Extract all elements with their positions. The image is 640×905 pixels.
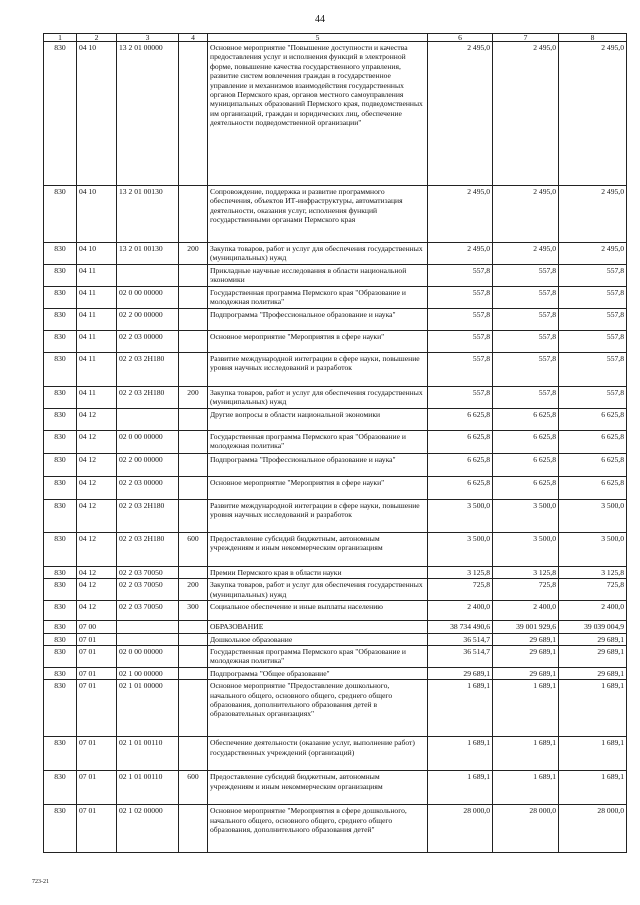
cell-amount-2: 3 500,0 (493, 533, 559, 567)
cell-amount-3: 2 495,0 (559, 186, 627, 243)
cell-expense-type (179, 42, 208, 186)
table-row (44, 667, 627, 679)
cell-description: Закупка товаров, работ и услуг для обеспечения государственных (муниципальных) нужд (208, 243, 428, 265)
cell-section: 04 12 (77, 454, 117, 477)
cell-target-item: 13 2 01 00130 (117, 186, 179, 243)
cell-amount-3: 557,8 (559, 387, 627, 409)
budget-table (43, 33, 627, 853)
cell-amount-3: 557,8 (559, 331, 627, 353)
cell-amount-3: 6 625,8 (559, 409, 627, 431)
cell-amount-2: 39 001 929,6 (493, 621, 559, 633)
cell-expense-type: 200 (179, 579, 208, 601)
table-row (44, 533, 627, 567)
cell-amount-2: 2 495,0 (493, 243, 559, 265)
cell-chapter: 830 (44, 500, 77, 533)
cell-amount-2: 725,8 (493, 579, 559, 601)
cell-amount-2: 557,8 (493, 287, 559, 309)
cell-chapter: 830 (44, 431, 77, 454)
table-row (44, 477, 627, 500)
cell-target-item (117, 633, 179, 645)
cell-description: Развитие международной интеграции в сфере науки, повышение уровня научных исследований и разработок (208, 353, 428, 387)
cell-target-item: 02 2 03 2Н180 (117, 500, 179, 533)
cell-expense-type: 200 (179, 387, 208, 409)
cell-amount-1: 557,8 (428, 309, 493, 331)
cell-amount-2: 6 625,8 (493, 454, 559, 477)
cell-chapter: 830 (44, 186, 77, 243)
table-row (44, 567, 627, 579)
cell-amount-2: 557,8 (493, 387, 559, 409)
cell-target-item: 02 2 03 70050 (117, 579, 179, 601)
table-row (44, 186, 627, 243)
cell-amount-2: 557,8 (493, 265, 559, 287)
cell-section: 04 11 (77, 309, 117, 331)
table-row (44, 500, 627, 533)
cell-expense-type (179, 567, 208, 579)
cell-expense-type (179, 805, 208, 853)
table-row (44, 680, 627, 737)
cell-amount-1: 3 500,0 (428, 500, 493, 533)
cell-target-item: 02 2 03 2Н180 (117, 533, 179, 567)
cell-expense-type: 300 (179, 601, 208, 621)
cell-amount-3: 1 689,1 (559, 680, 627, 737)
table-row (44, 805, 627, 853)
cell-description: Закупка товаров, работ и услуг для обеспечения государственных (муниципальных) нужд (208, 579, 428, 601)
cell-expense-type (179, 454, 208, 477)
cell-target-item: 02 1 01 00110 (117, 771, 179, 805)
cell-amount-2: 1 689,1 (493, 771, 559, 805)
cell-expense-type: 600 (179, 771, 208, 805)
cell-description: Основное мероприятие "Мероприятия в сфере науки" (208, 331, 428, 353)
cell-amount-1: 6 625,8 (428, 431, 493, 454)
cell-expense-type (179, 737, 208, 771)
cell-target-item: 02 2 00 00000 (117, 309, 179, 331)
cell-amount-2: 6 625,8 (493, 477, 559, 500)
cell-amount-3: 2 400,0 (559, 601, 627, 621)
cell-chapter: 830 (44, 667, 77, 679)
cell-chapter: 830 (44, 287, 77, 309)
cell-section: 04 12 (77, 431, 117, 454)
cell-amount-1: 2 495,0 (428, 42, 493, 186)
cell-amount-3: 6 625,8 (559, 477, 627, 500)
cell-expense-type (179, 680, 208, 737)
cell-amount-1: 29 689,1 (428, 667, 493, 679)
cell-description: Подпрограмма "Профессиональное образование и наука" (208, 454, 428, 477)
cell-amount-1: 6 625,8 (428, 454, 493, 477)
cell-amount-2: 29 689,1 (493, 646, 559, 668)
cell-target-item: 02 2 03 2Н180 (117, 353, 179, 387)
cell-expense-type: 600 (179, 533, 208, 567)
table-row (44, 771, 627, 805)
cell-section: 04 11 (77, 287, 117, 309)
cell-target-item: 02 1 02 00000 (117, 805, 179, 853)
table-row (44, 601, 627, 621)
cell-amount-1: 1 689,1 (428, 737, 493, 771)
table-row (44, 409, 627, 431)
cell-amount-2: 6 625,8 (493, 409, 559, 431)
cell-amount-1: 557,8 (428, 353, 493, 387)
cell-amount-1: 557,8 (428, 331, 493, 353)
cell-amount-1: 38 734 490,6 (428, 621, 493, 633)
cell-chapter: 830 (44, 646, 77, 668)
cell-amount-3: 6 625,8 (559, 454, 627, 477)
table-row (44, 353, 627, 387)
cell-expense-type (179, 186, 208, 243)
cell-amount-1: 2 495,0 (428, 243, 493, 265)
cell-description: Предоставление субсидий бюджетным, автономным учреждениям и иным некоммерческим организациям (208, 533, 428, 567)
cell-target-item: 02 2 03 00000 (117, 477, 179, 500)
table-row (44, 579, 627, 601)
cell-section: 04 12 (77, 601, 117, 621)
cell-section: 04 12 (77, 500, 117, 533)
cell-section: 04 10 (77, 243, 117, 265)
cell-expense-type (179, 409, 208, 431)
cell-target-item: 13 2 01 00130 (117, 243, 179, 265)
cell-expense-type (179, 646, 208, 668)
cell-amount-3: 1 689,1 (559, 771, 627, 805)
cell-section: 04 12 (77, 579, 117, 601)
cell-chapter: 830 (44, 621, 77, 633)
header-cell: 2 (77, 34, 117, 42)
cell-chapter: 830 (44, 309, 77, 331)
cell-chapter: 830 (44, 567, 77, 579)
cell-description: Социальное обеспечение и иные выплаты населению (208, 601, 428, 621)
cell-target-item: 02 2 00 00000 (117, 454, 179, 477)
header-cell: 8 (559, 34, 627, 42)
table-row (44, 737, 627, 771)
cell-amount-3: 2 495,0 (559, 243, 627, 265)
cell-amount-3: 28 000,0 (559, 805, 627, 853)
cell-expense-type (179, 331, 208, 353)
table-row (44, 454, 627, 477)
cell-section: 07 01 (77, 680, 117, 737)
cell-description: Подпрограмма "Общее образование" (208, 667, 428, 679)
cell-amount-2: 3 500,0 (493, 500, 559, 533)
table-row (44, 331, 627, 353)
table-row (44, 431, 627, 454)
cell-amount-2: 29 689,1 (493, 633, 559, 645)
cell-section: 07 01 (77, 667, 117, 679)
cell-target-item: 02 0 00 00000 (117, 431, 179, 454)
cell-chapter: 830 (44, 601, 77, 621)
cell-chapter: 830 (44, 533, 77, 567)
cell-amount-3: 557,8 (559, 265, 627, 287)
cell-description: Предоставление субсидий бюджетным, автономным учреждениям и иным некоммерческим организациям (208, 771, 428, 805)
header-cell: 3 (117, 34, 179, 42)
cell-chapter: 830 (44, 42, 77, 186)
cell-chapter: 830 (44, 771, 77, 805)
cell-description: Основное мероприятие "Мероприятия в сфере науки" (208, 477, 428, 500)
cell-expense-type (179, 621, 208, 633)
cell-amount-1: 6 625,8 (428, 409, 493, 431)
cell-target-item: 02 1 00 00000 (117, 667, 179, 679)
cell-expense-type (179, 633, 208, 645)
header-row (44, 34, 627, 42)
cell-description: Премии Пермского края в области науки (208, 567, 428, 579)
cell-section: 04 12 (77, 567, 117, 579)
header-cell: 5 (208, 34, 428, 42)
cell-amount-3: 557,8 (559, 287, 627, 309)
cell-description: ОБРАЗОВАНИЕ (208, 621, 428, 633)
cell-target-item (117, 409, 179, 431)
cell-amount-1: 2 400,0 (428, 601, 493, 621)
header-cell: 7 (493, 34, 559, 42)
cell-amount-2: 557,8 (493, 331, 559, 353)
cell-amount-1: 557,8 (428, 287, 493, 309)
cell-section: 04 11 (77, 331, 117, 353)
cell-amount-2: 2 495,0 (493, 186, 559, 243)
cell-chapter: 830 (44, 331, 77, 353)
cell-section: 07 01 (77, 646, 117, 668)
cell-target-item: 02 2 03 70050 (117, 601, 179, 621)
cell-section: 07 01 (77, 633, 117, 645)
cell-amount-1: 557,8 (428, 265, 493, 287)
cell-description: Государственная программа Пермского края "Образование и молодежная политика" (208, 646, 428, 668)
cell-amount-3: 29 689,1 (559, 646, 627, 668)
cell-amount-1: 28 000,0 (428, 805, 493, 853)
header-cell: 4 (179, 34, 208, 42)
cell-target-item: 02 0 00 00000 (117, 646, 179, 668)
cell-section: 04 12 (77, 477, 117, 500)
cell-amount-2: 1 689,1 (493, 737, 559, 771)
cell-target-item: 02 0 00 00000 (117, 287, 179, 309)
table-row (44, 309, 627, 331)
cell-amount-3: 6 625,8 (559, 431, 627, 454)
cell-target-item: 02 2 03 2Н180 (117, 387, 179, 409)
cell-description: Обеспечение деятельности (оказание услуг, выполнение работ) государственных учреждений (организаций) (208, 737, 428, 771)
cell-amount-2: 29 689,1 (493, 667, 559, 679)
cell-section: 04 12 (77, 409, 117, 431)
cell-amount-1: 3 500,0 (428, 533, 493, 567)
cell-amount-1: 3 125,8 (428, 567, 493, 579)
cell-expense-type: 200 (179, 243, 208, 265)
cell-expense-type (179, 500, 208, 533)
cell-amount-2: 1 689,1 (493, 680, 559, 737)
table-row (44, 243, 627, 265)
footer-code: 723-21 (32, 879, 49, 885)
cell-description: Другие вопросы в области национальной экономики (208, 409, 428, 431)
cell-section: 07 01 (77, 771, 117, 805)
cell-amount-2: 2 400,0 (493, 601, 559, 621)
cell-section: 04 10 (77, 186, 117, 243)
cell-expense-type (179, 431, 208, 454)
table-row (44, 42, 627, 186)
cell-target-item: 02 1 01 00000 (117, 680, 179, 737)
cell-chapter: 830 (44, 633, 77, 645)
cell-amount-2: 2 495,0 (493, 42, 559, 186)
cell-amount-3: 39 039 004,9 (559, 621, 627, 633)
cell-chapter: 830 (44, 353, 77, 387)
cell-chapter: 830 (44, 737, 77, 771)
cell-amount-3: 3 125,8 (559, 567, 627, 579)
cell-amount-2: 557,8 (493, 353, 559, 387)
cell-amount-3: 725,8 (559, 579, 627, 601)
cell-section: 07 00 (77, 621, 117, 633)
cell-chapter: 830 (44, 454, 77, 477)
table-row (44, 287, 627, 309)
cell-chapter: 830 (44, 265, 77, 287)
cell-section: 04 12 (77, 533, 117, 567)
table-row (44, 633, 627, 645)
cell-chapter: 830 (44, 409, 77, 431)
cell-amount-3: 29 689,1 (559, 667, 627, 679)
cell-amount-2: 557,8 (493, 309, 559, 331)
cell-chapter: 830 (44, 579, 77, 601)
cell-chapter: 830 (44, 387, 77, 409)
cell-target-item (117, 621, 179, 633)
cell-amount-3: 557,8 (559, 309, 627, 331)
header-cell: 1 (44, 34, 77, 42)
cell-amount-3: 29 689,1 (559, 633, 627, 645)
cell-amount-1: 6 625,8 (428, 477, 493, 500)
cell-description: Основное мероприятие "Мероприятия в сфере дошкольного, начального общего, основного общего, среднего общего образования, дополнительного образования детей" (208, 805, 428, 853)
cell-amount-1: 1 689,1 (428, 771, 493, 805)
cell-expense-type (179, 353, 208, 387)
cell-amount-3: 3 500,0 (559, 533, 627, 567)
cell-amount-2: 6 625,8 (493, 431, 559, 454)
cell-description: Сопровождение, поддержка и развитие программного обеспечения, объектов ИТ-инфраструктуры, автоматизация деятельности, оказания услуг, исполнения функций государственными органами Пермского края (208, 186, 428, 243)
cell-description: Дошкольное образование (208, 633, 428, 645)
cell-chapter: 830 (44, 805, 77, 853)
header-cell: 6 (428, 34, 493, 42)
table-row (44, 646, 627, 668)
cell-expense-type (179, 477, 208, 500)
page-number: 44 (315, 14, 325, 25)
cell-amount-1: 2 495,0 (428, 186, 493, 243)
cell-amount-3: 3 500,0 (559, 500, 627, 533)
cell-section: 04 11 (77, 387, 117, 409)
cell-expense-type (179, 287, 208, 309)
table-row (44, 387, 627, 409)
cell-section: 04 10 (77, 42, 117, 186)
cell-amount-3: 2 495,0 (559, 42, 627, 186)
cell-amount-2: 3 125,8 (493, 567, 559, 579)
table-row (44, 265, 627, 287)
cell-description: Государственная программа Пермского края "Образование и молодежная политика" (208, 287, 428, 309)
cell-amount-1: 725,8 (428, 579, 493, 601)
cell-target-item (117, 265, 179, 287)
cell-section: 04 11 (77, 353, 117, 387)
cell-amount-1: 36 514,7 (428, 633, 493, 645)
cell-chapter: 830 (44, 243, 77, 265)
cell-target-item: 02 2 03 00000 (117, 331, 179, 353)
cell-description: Развитие международной интеграции в сфере науки, повышение уровня научных исследований и разработок (208, 500, 428, 533)
cell-section: 07 01 (77, 805, 117, 853)
cell-amount-3: 557,8 (559, 353, 627, 387)
cell-description: Подпрограмма "Профессиональное образование и наука" (208, 309, 428, 331)
cell-target-item: 02 2 03 70050 (117, 567, 179, 579)
cell-target-item: 13 2 01 00000 (117, 42, 179, 186)
cell-chapter: 830 (44, 680, 77, 737)
cell-section: 07 01 (77, 737, 117, 771)
cell-description: Прикладные научные исследования в области национальной экономики (208, 265, 428, 287)
cell-expense-type (179, 265, 208, 287)
cell-description: Закупка товаров, работ и услуг для обеспечения государственных (муниципальных) нужд (208, 387, 428, 409)
cell-description: Основное мероприятие "Предоставление дошкольного, начального общего, основного общего, среднего общего образования, дополнительного образования детей в образовательных организациях" (208, 680, 428, 737)
cell-amount-1: 36 514,7 (428, 646, 493, 668)
cell-expense-type (179, 309, 208, 331)
cell-amount-1: 557,8 (428, 387, 493, 409)
cell-target-item: 02 1 01 00110 (117, 737, 179, 771)
cell-section: 04 11 (77, 265, 117, 287)
cell-description: Основное мероприятие "Повышение доступности и качества предоставления услуг и исполнения функций в электронной форме, повышение качества государственного управления, развитие систем вовлечения граждан в государственное управление и механизмов взаимодействия государственных органов Пермского края, органов местного самоуправления муниципальных образований Пермского края, подведомственных им организаций, граждан и юридических лиц, обеспечение деятельности подведомственной организации" (208, 42, 428, 186)
table-row (44, 621, 627, 633)
cell-description: Государственная программа Пермского края "Образование и молодежная политика" (208, 431, 428, 454)
cell-amount-3: 1 689,1 (559, 737, 627, 771)
cell-expense-type (179, 667, 208, 679)
cell-amount-1: 1 689,1 (428, 680, 493, 737)
cell-amount-2: 28 000,0 (493, 805, 559, 853)
cell-chapter: 830 (44, 477, 77, 500)
